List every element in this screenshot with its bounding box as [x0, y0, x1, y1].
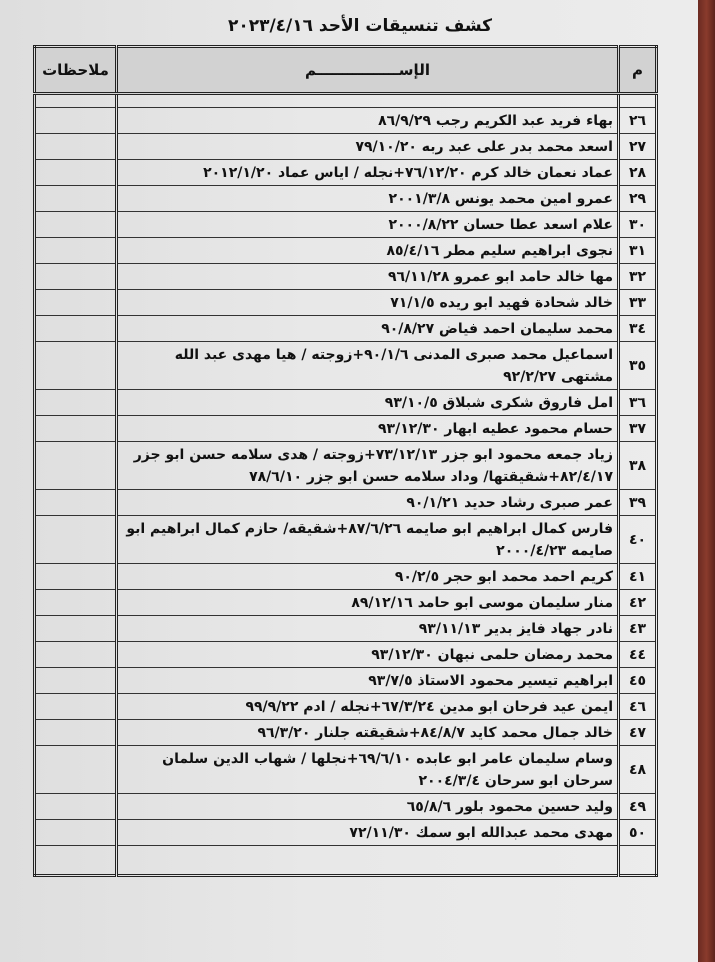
- row-number: ٢٧: [619, 134, 657, 160]
- row-number: ٤٧: [619, 720, 657, 746]
- table-row: [35, 794, 657, 820]
- empty-row: [35, 846, 657, 876]
- row-name: مهدى محمد عبدالله ابو سمك ٧٢/١١/٣٠: [117, 820, 619, 846]
- row-name: نجوى ابراهيم سليم مطر ٨٥/٤/١٦: [117, 238, 619, 264]
- header-notes: ملاحظات: [35, 47, 117, 94]
- row-name: نادر جهاد فايز بدير ٩٣/١١/١٣: [117, 616, 619, 642]
- row-number: ٤٨: [619, 746, 657, 794]
- row-number: ٤٦: [619, 694, 657, 720]
- table-row: [35, 416, 657, 442]
- row-name: محمد رمضان حلمى نبهان ٩٣/١٢/٣٠: [117, 642, 619, 668]
- row-number: ٣٤: [619, 316, 657, 342]
- table-row: [35, 290, 657, 316]
- table-row: [35, 160, 657, 186]
- row-name: مها خالد حامد ابو عمرو ٩٦/١١/٢٨: [117, 264, 619, 290]
- table-row: [35, 668, 657, 694]
- document-title: كشف تنسيقات الأحد ٢٠٢٣/٤/١٦: [227, 16, 493, 36]
- row-name: بهاء فريد عبد الكريم رجب ٨٦/٩/٢٩: [117, 108, 619, 134]
- row-notes: [35, 564, 117, 590]
- row-name: وسام سليمان عامر ابو عابده ٦٩/٦/١٠+نجلها / شهاب الدين سلمان سرحان ابو سرحان ٢٠٠٤/٣/٤: [117, 746, 619, 794]
- table-body: [35, 94, 657, 876]
- row-notes: [35, 516, 117, 564]
- names-table: [33, 45, 658, 877]
- table-row: [35, 820, 657, 846]
- row-number: ٤٠: [619, 516, 657, 564]
- row-number: ٣٨: [619, 442, 657, 490]
- table-edge: [698, 0, 715, 962]
- table-row: [35, 590, 657, 616]
- row-number: ٥٠: [619, 820, 657, 846]
- row-name: عماد نعمان خالد كرم ٧٦/١٢/٢٠+نجله / اياس عماد ٢٠١٢/١/٢٠: [117, 160, 619, 186]
- row-number: ٣٠: [619, 212, 657, 238]
- row-number: ٢٩: [619, 186, 657, 212]
- table-row: [35, 134, 657, 160]
- row-name: زياد جمعه محمود ابو جزر ٧٣/١٢/١٣+زوجته / هدى سلامه حسن ابو جزر ٨٢/٤/١٧+شقيقتها/ وداد سلامه حسن ابو جزر ٧٨/٦/١٠: [117, 442, 619, 490]
- row-number: ٣٥: [619, 342, 657, 390]
- table-row: [35, 490, 657, 516]
- row-name: كريم احمد محمد ابو حجر ٩٠/٢/٥: [117, 564, 619, 590]
- row-notes: [35, 264, 117, 290]
- row-notes: [35, 442, 117, 490]
- row-notes: [35, 720, 117, 746]
- row-number: ٢٦: [619, 108, 657, 134]
- table-row: [35, 264, 657, 290]
- row-number: ٣٦: [619, 390, 657, 416]
- row-notes: [35, 642, 117, 668]
- table-row: [35, 564, 657, 590]
- row-number: ٣٧: [619, 416, 657, 442]
- row-notes: [35, 820, 117, 846]
- row-name: خالد شحادة فهيد ابو ريده ٧١/١/٥: [117, 290, 619, 316]
- row-notes: [35, 342, 117, 390]
- table-row: [35, 342, 657, 390]
- row-name: امل فاروق شكرى شبلاق ٩٣/١٠/٥: [117, 390, 619, 416]
- table-row: [35, 642, 657, 668]
- row-notes: [35, 416, 117, 442]
- row-name: عمر صبرى رشاد حديد ٩٠/١/٢١: [117, 490, 619, 516]
- row-number: ٣٩: [619, 490, 657, 516]
- row-name: ايمن عيد فرحان ابو مدين ٦٧/٣/٢٤+نجله / ادم ٩٩/٩/٢٢: [117, 694, 619, 720]
- table-row: [35, 516, 657, 564]
- row-number: ٤٩: [619, 794, 657, 820]
- table-row: [35, 212, 657, 238]
- row-name: علام اسعد عطا حسان ٢٠٠٠/٨/٢٢: [117, 212, 619, 238]
- header-number: م: [619, 47, 657, 94]
- row-notes: [35, 746, 117, 794]
- row-name: حسام محمود عطيه ابهار ٩٣/١٢/٣٠: [117, 416, 619, 442]
- row-notes: [35, 590, 117, 616]
- row-notes: [35, 186, 117, 212]
- row-notes: [35, 108, 117, 134]
- row-name: فارس كمال ابراهيم ابو صايمه ٨٧/٦/٢٦+شقيقه/ حازم كمال ابراهيم ابو صايمه ٢٠٠٠/٤/٢٣: [117, 516, 619, 564]
- table-row: [35, 720, 657, 746]
- row-notes: [35, 134, 117, 160]
- row-notes: [35, 212, 117, 238]
- table-row: [35, 746, 657, 794]
- row-notes: [35, 794, 117, 820]
- row-name: عمرو امين محمد يونس ٢٠٠١/٣/٨: [117, 186, 619, 212]
- table-row: [35, 616, 657, 642]
- row-notes: [35, 160, 117, 186]
- row-notes: [35, 390, 117, 416]
- row-notes: [35, 316, 117, 342]
- table-row: [35, 316, 657, 342]
- table-row: [35, 186, 657, 212]
- header-row: [35, 47, 657, 94]
- row-name: اسعد محمد بدر على عبد ربه ٧٩/١٠/٢٠: [117, 134, 619, 160]
- row-number: ٤١: [619, 564, 657, 590]
- row-notes: [35, 238, 117, 264]
- row-name: منار سليمان موسى ابو حامد ٨٩/١٢/١٦: [117, 590, 619, 616]
- row-number: ٤٤: [619, 642, 657, 668]
- row-number: ٤٣: [619, 616, 657, 642]
- row-notes: [35, 694, 117, 720]
- row-notes: [35, 668, 117, 694]
- row-number: ٤٥: [619, 668, 657, 694]
- header-name: الإســــــــــــــــم: [117, 47, 619, 94]
- table-row: [35, 694, 657, 720]
- row-name: وليد حسين محمود بلور ٦٥/٨/٦: [117, 794, 619, 820]
- row-notes: [35, 490, 117, 516]
- row-number: ٣١: [619, 238, 657, 264]
- spacer-row: [35, 94, 657, 108]
- row-name: ابراهيم تيسير محمود الاستاذ ٩٣/٧/٥: [117, 668, 619, 694]
- row-name: خالد جمال محمد كايد ٨٤/٨/٧+شقيقته جلنار ٩٦/٣/٢٠: [117, 720, 619, 746]
- table-row: [35, 390, 657, 416]
- table-row: [35, 108, 657, 134]
- row-name: محمد سليمان احمد فياض ٩٠/٨/٢٧: [117, 316, 619, 342]
- row-notes: [35, 616, 117, 642]
- row-number: ٣٢: [619, 264, 657, 290]
- row-name: اسماعيل محمد صبرى المدنى ٩٠/١/٦+زوجته / هيا مهدى عبد الله مشتهى ٩٢/٢/٢٧: [117, 342, 619, 390]
- row-number: ٣٣: [619, 290, 657, 316]
- table-row: [35, 442, 657, 490]
- row-number: ٤٢: [619, 590, 657, 616]
- row-notes: [35, 290, 117, 316]
- table-row: [35, 238, 657, 264]
- row-number: ٢٨: [619, 160, 657, 186]
